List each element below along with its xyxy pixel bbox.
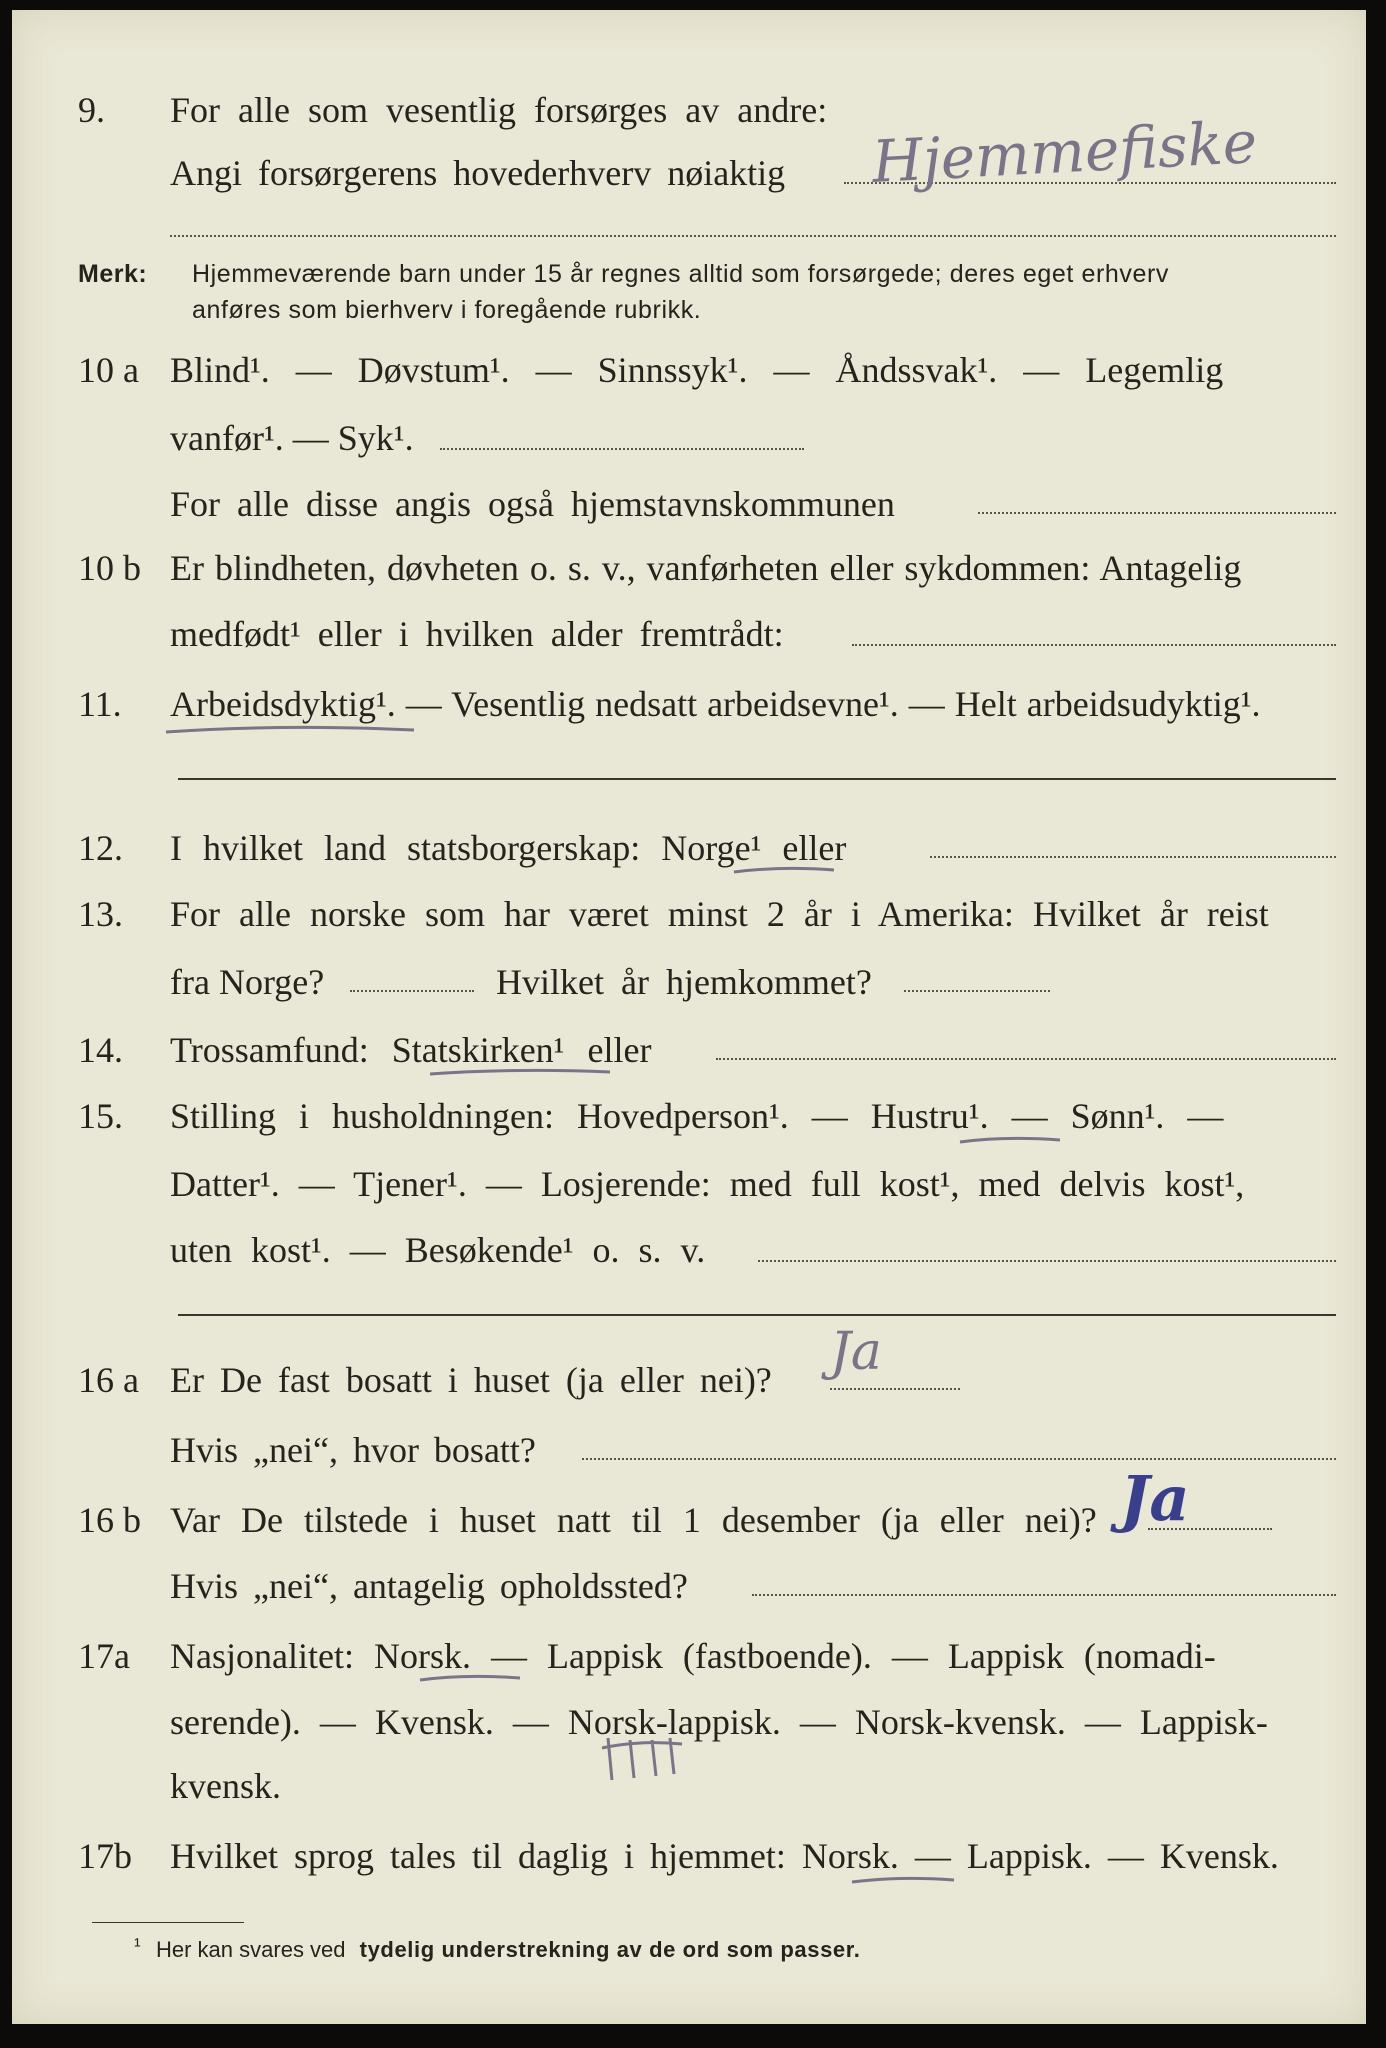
q17a-line3: kvensk.: [170, 1766, 281, 1806]
q15-answer-line[interactable]: [758, 1260, 1336, 1262]
census-form-page: [12, 10, 1366, 2024]
underline-mark: [730, 864, 840, 878]
underline-mark: [956, 1134, 1066, 1148]
q13-line1: For alle norske som har været minst 2 år i Amerika: Hvilket år reist: [170, 894, 1269, 934]
item-number: 14.: [78, 1030, 123, 1070]
q15-line3: uten kost¹. — Besøkende¹ o. s. v.: [170, 1230, 706, 1270]
footnote-plain-text: Her kan svares ved: [156, 1937, 346, 1962]
footnote-bold-text: tydelig understrekning av de ord som passer.: [359, 1937, 861, 1962]
section-rule: [178, 1314, 1336, 1316]
q16a-residence-line[interactable]: [582, 1458, 1336, 1460]
item-number: 17b: [78, 1836, 132, 1876]
q9-line2: Angi forsørgerens hovederhverv nøiaktig: [170, 153, 786, 193]
merk-line1: Hjemmeværende barn under 15 år regnes alltid som forsørgede; deres eget erhverv: [192, 260, 1170, 288]
q10a-line3: For alle disse angis også hjemstavnskommunen: [170, 484, 895, 524]
q15-line1: Stilling i husholdningen: Hovedperson¹. — Hustru¹. — Sønn¹. —: [170, 1096, 1224, 1136]
q10a-hometown-line[interactable]: [978, 512, 1336, 514]
q13-departure-line[interactable]: [350, 990, 474, 992]
underline-mark: [416, 1672, 526, 1686]
merk-line2: anføres som bierhverv i foregående rubrikk.: [192, 296, 702, 324]
item-number: 15.: [78, 1096, 123, 1136]
item-number: 10 b: [78, 548, 141, 588]
q16a-handwritten-answer: Ja: [830, 1322, 882, 1382]
item-number: 9.: [78, 90, 105, 130]
q10b-answer-line[interactable]: [852, 644, 1336, 646]
q16b-location-line[interactable]: [752, 1594, 1336, 1596]
q17a-line2: serende). — Kvensk. — Norsk-lappisk. — Norsk-kvensk. — Lappisk-: [170, 1702, 1268, 1742]
q15-line2: Datter¹. — Tjener¹. — Losjerende: med full kost¹, med delvis kost¹,: [170, 1164, 1245, 1204]
q17a-line1: Nasjonalitet: Norsk. — Lappisk (fastboende). — Lappisk (nomadi-: [170, 1636, 1216, 1676]
item-number: 16 b: [78, 1500, 141, 1540]
q10a-line2: vanfør¹. — Syk¹.: [170, 418, 414, 458]
q10b-line2: medfødt¹ eller i hvilken alder fremtrådt:: [170, 614, 784, 654]
q16b-line2: Hvis „nei“, antagelig opholdssted?: [170, 1566, 688, 1606]
q12-line1: I hvilket land statsborgerskap: Norge¹ eller: [170, 828, 847, 868]
q16a-line2: Hvis „nei“, hvor bosatt?: [170, 1430, 536, 1470]
merk-label: Merk:: [78, 260, 148, 288]
item-number: 13.: [78, 894, 123, 934]
q13-line2a: fra Norge?: [170, 962, 325, 1002]
footnote-mark: ¹: [134, 1935, 141, 1957]
q9-extra-line[interactable]: [170, 235, 1336, 237]
footnote: [134, 1935, 861, 1964]
item-number: 10 a: [78, 350, 139, 390]
q14-line1: Trossamfund: Statskirken¹ eller: [170, 1030, 652, 1070]
q10b-line1: Er blindheten, døvheten o. s. v., vanførheten eller sykdommen: Antagelig: [170, 548, 1242, 588]
q17b-line1: Hvilket sprog tales til daglig i hjemmet: Norsk. — Lappisk. — Kvensk.: [170, 1836, 1279, 1876]
q10a-answer-line[interactable]: [440, 448, 804, 450]
q16b-handwritten-answer: Ja: [1120, 1462, 1190, 1535]
q13-return-line[interactable]: [904, 990, 1050, 992]
q16b-line1: Var De tilstede i huset natt til 1 desember (ja eller nei)?: [170, 1500, 1097, 1540]
item-number: 12.: [78, 828, 123, 868]
q16a-line1: Er De fast bosatt i huset (ja eller nei)?: [170, 1360, 772, 1400]
q11-line1: Arbeidsdyktig¹. — Vesentlig nedsatt arbeidsevne¹. — Helt arbeidsudyktig¹.: [170, 684, 1261, 724]
underline-mark: [848, 1874, 960, 1888]
underline-mark: [426, 1066, 616, 1080]
section-rule: [178, 778, 1336, 780]
footnote-rule: [92, 1922, 244, 1923]
q9-handwritten-answer: Hjemmefiske: [870, 107, 1259, 197]
tally-mark: [590, 1730, 700, 1786]
q13-line2b: Hvilket år hjemkommet?: [496, 962, 872, 1002]
item-number: 17a: [78, 1636, 130, 1676]
q14-answer-line[interactable]: [716, 1058, 1336, 1060]
underline-mark: [162, 722, 422, 738]
item-number: 16 a: [78, 1360, 139, 1400]
q12-answer-line[interactable]: [930, 856, 1336, 858]
q9-line1: For alle som vesentlig forsørges av andre:: [170, 90, 828, 130]
item-number: 11.: [78, 684, 122, 724]
q10a-line1: Blind¹. — Døvstum¹. — Sinnssyk¹. — Åndssvak¹. — Legemlig: [170, 350, 1224, 390]
q16a-answer-line[interactable]: [830, 1388, 960, 1390]
